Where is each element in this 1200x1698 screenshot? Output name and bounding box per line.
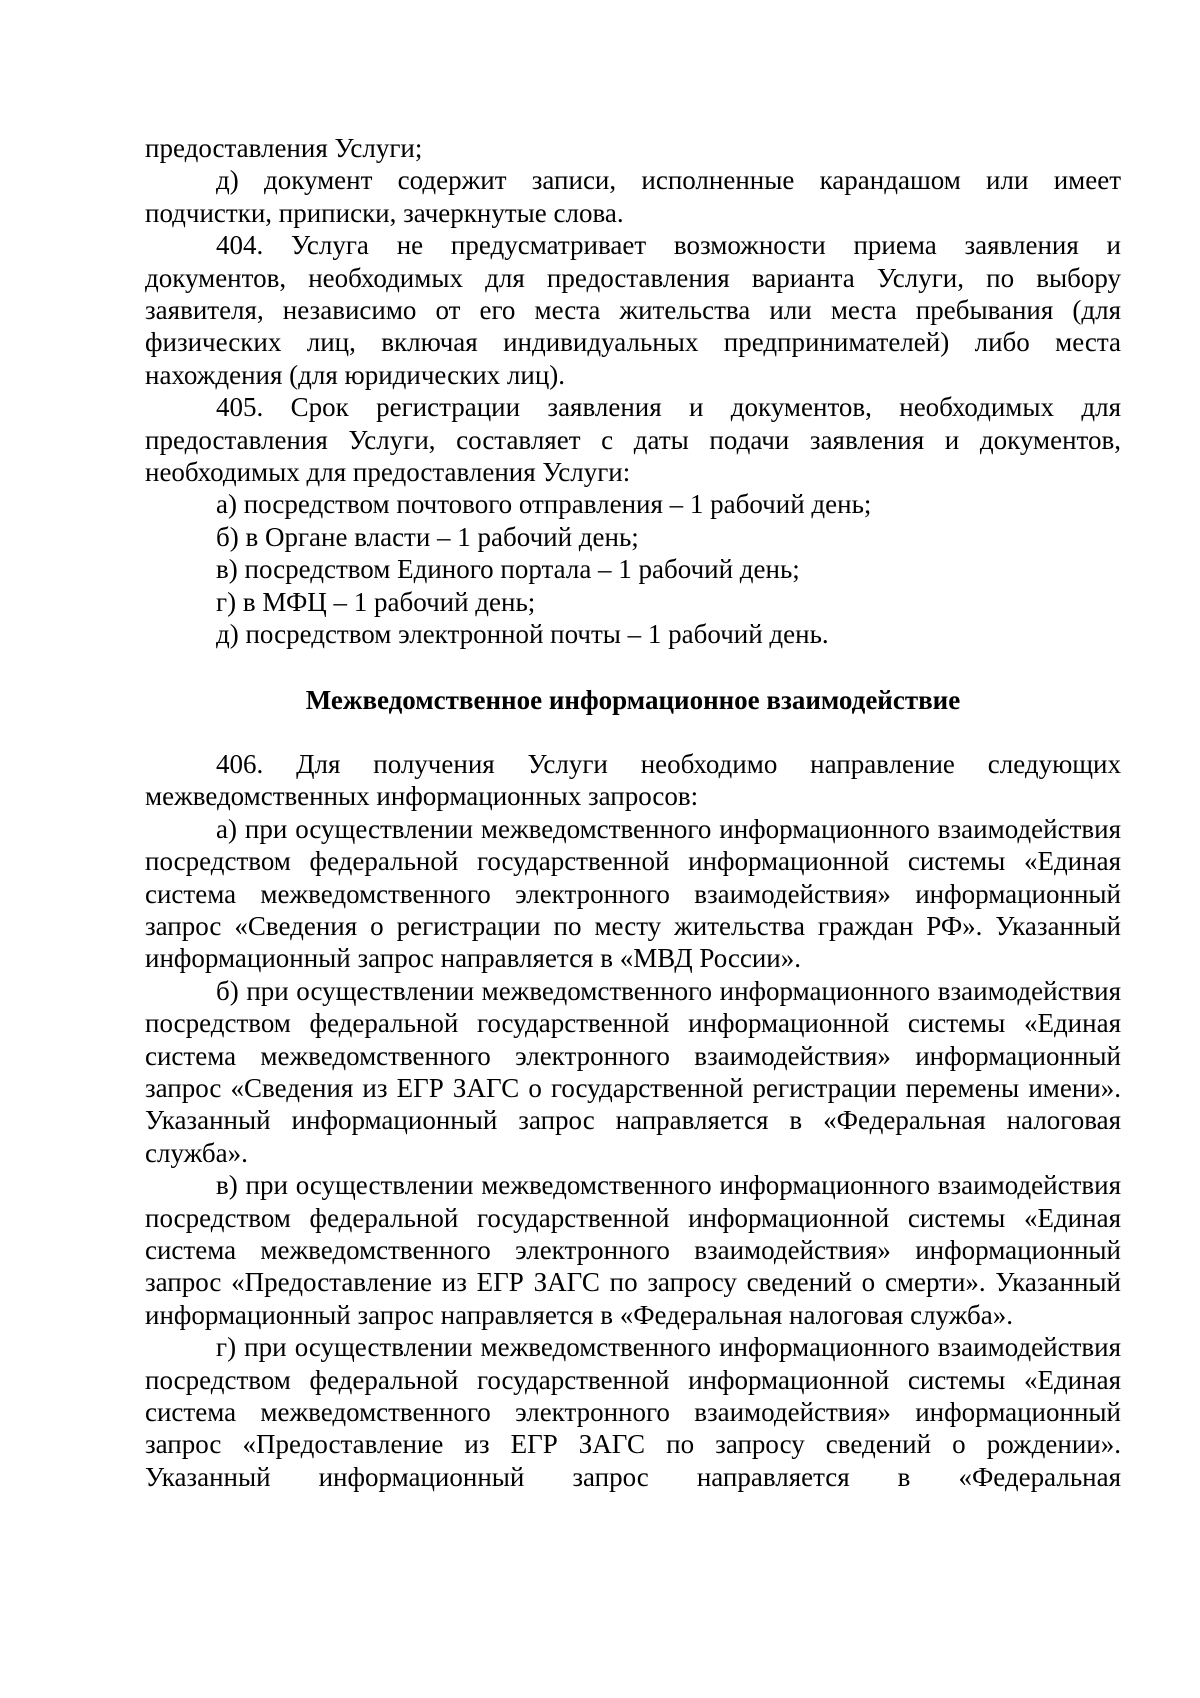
request-item-v: в) при осуществлении межведомственного информационного взаимодействия посредством федеральной государственной информационной системы «Единая система межведомственного электронного взаимодействия» информационный запрос «Предоставление из ЕГР ЗАГС по запросу сведений о смерти». Указанный информационный запрос направляется в «Федеральная налоговая служба». [145, 1170, 1121, 1330]
request-item-b: б) при осуществлении межведомственного информационного взаимодействия посредством федеральной государственной информационной системы «Единая система межведомственного электронного взаимодействия» информационный запрос «Сведения из ЕГР ЗАГС о государственной регистрации перемены имени». Указанный информационный запрос направляется в «Федеральная налоговая служба». [145, 975, 1121, 1168]
paragraph-406: 406. Для получения Услуги необходимо направление следующих межведомственных информационных запросов: [145, 748, 1121, 812]
list-item-a: а) посредством почтового отправления – 1 рабочий день; [216, 489, 872, 520]
paragraph-continuation: предоставления Услуги; [145, 133, 423, 163]
paragraph-item-d: д) документ содержит записи, исполненные карандашом или имеет подчистки, приписки, зачеркнутые слова. [145, 165, 1121, 228]
list-item-d: д) посредством электронной почты – 1 рабочий день. [216, 619, 829, 650]
list-item-v: в) посредством Единого портала – 1 рабочий день; [216, 554, 800, 585]
paragraph-404: 404. Услуга не предусматривает возможности приема заявления и документов, необходимых для предоставления варианта Услуги, по выбору заявителя, независимо от его места жительства или места пребывания (для физических лиц, включая индивидуальных предпринимателей) либо места нахождения (для юридических лиц). [145, 230, 1121, 390]
request-item-a: а) при осуществлении межведомственного информационного взаимодействия посредством федеральной государственной информационной системы «Единая система межведомственного электронного взаимодействия» информационный запрос «Сведения о регистрации по месту жительства граждан РФ». Указанный информационный запрос направляется в «МВД России». [145, 813, 1121, 974]
list-item-g: г) в МФЦ – 1 рабочий день; [216, 586, 536, 617]
request-item-g: г) при осуществлении межведомственного информационного взаимодействия посредством федеральной государственной информационной системы «Единая система межведомственного электронного взаимодействия» информационный запрос «Предоставление из ЕГР ЗАГС по запросу сведений о рождении». Указанный информационный запрос направляется в «Федеральная [145, 1332, 1121, 1492]
list-item-b: б) в Органе власти – 1 рабочий день; [216, 521, 639, 552]
document-page [145, 132, 1121, 1493]
paragraph-405: 405. Срок регистрации заявления и документов, необходимых для предоставления Услуги, составляет с даты подачи заявления и документов, необходимых для предоставления Услуги: [145, 392, 1121, 488]
section-heading: Межведомственное информационное взаимодействие [305, 684, 961, 715]
